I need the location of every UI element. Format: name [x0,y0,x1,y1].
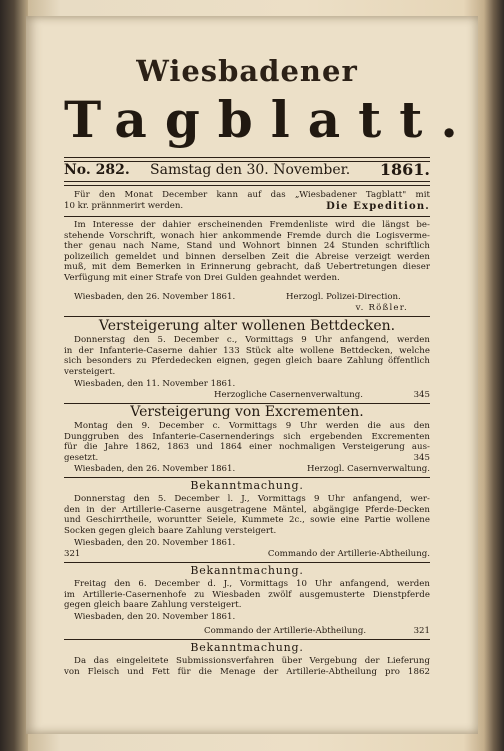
notice-line: ther genau nach Name, Stand und Wohnort binnen 24 Stunden schriftlich [64,241,430,252]
expedition-signature: Die Expedition. [326,201,430,212]
announcement-heading: Bekanntmachung. [190,564,304,577]
notice-number: 321 [64,549,81,559]
section-divider [64,216,430,217]
notice-line: gegen gleich baare Zahlung versteigert. [64,600,242,611]
notice-line: im Artillerie-Casernenhofe zu Wiesbaden zwölf ausgemusterte Dienstpferde [64,589,430,600]
notice-line: Donnerstag den 5. December l. J., Vormittags 9 Uhr anfangend, wer- [74,494,430,504]
masthead-title-top: Wiesbadener [136,54,358,88]
notice-line: stehende Vorschrift, wonach hier ankommende Fremde durch die Logisverme- [64,230,430,241]
notice-line: und Geschirrtheile, woruntter Seiele, Kummete 2c., sowie eine Partie wollene [64,515,430,526]
notice-line: Socken gegen gleich baare Zahlung versteigert. [64,525,277,536]
announcement-1-body [64,494,430,536]
notice-line: sich besonders zu Pferdedecken eignen, gegen gleich baare Zahlung öffentlich [64,356,430,367]
notice-line: den in der Artillerie-Caserne ausgetragene Mäntel, abgängige Pferde-Decken [64,504,430,515]
issue-number: No. 282. [64,162,130,178]
police-signer-row [64,303,430,314]
book-gutter [0,0,28,751]
notice-line: Montag den 9. December c. Vormittags 9 Uhr werden die aus den [74,421,430,431]
notice-line: Dunggruben des Infanterie-Casernenderings sich ergebenden Excrementen [64,431,430,442]
notice-line: gesetzt. [64,453,99,463]
announcement-2-signature-row [64,626,430,637]
section-divider [64,316,430,317]
announcement-2-body [64,579,430,611]
notice-line: versteigert. [64,366,116,377]
notice-line: polizeilich gemeldet und binnen derselben Zeit die Abreise verzeigt werden [64,251,430,262]
issue-date: Samstag den 30. November. [150,162,351,178]
section-divider [64,562,430,563]
place-date: Wiesbaden, den 20. November 1861. [74,612,236,622]
artillery-authority: Commando der Artillerie-Abtheilung. [267,549,430,559]
place-date: Wiesbaden, den 11. November 1861. [74,379,236,389]
announcement-3-body [64,656,430,677]
notice-line: für die Jahre 1862, 1863 und 1864 einer nochmaligen Versteigerung aus- [64,442,430,453]
place-date: Wiesbaden, den 26. November 1861. [74,464,236,474]
auction-beds-signature-row [64,390,430,401]
issue-year: 1861. [379,160,430,179]
notice-line: Donnerstag den 5. December c., Vormittags 9 Uhr anfangend, werden [74,335,430,345]
notice-line: von Fleisch und Fett für die Menage der Artillerie-Abtheilung pro 1862 [64,666,430,677]
auction-excrement-body [64,421,430,453]
auction-excrement-signature-row [64,464,430,475]
announcement-2-date-row [64,612,430,623]
section-divider [64,639,430,640]
subscription-signature-row [64,201,430,212]
section-divider [64,477,430,478]
police-notice [64,220,430,284]
announcement-heading: Bekanntmachung. [190,479,304,492]
notice-number: 321 [413,626,430,636]
notice-line: 10 kr. prännmerirt werden. [64,201,184,211]
subscription-notice [64,190,430,201]
dateline [64,161,430,179]
police-authority: Herzogl. Polizei-Direction. [286,292,401,302]
auction-excrement-heading: Versteigerung von Excrementen. [130,404,364,420]
notice-line: Da das eingeleitete Submissionsverfahren über Vergebung der Lieferung [74,656,430,666]
place-date: Wiesbaden, den 26. November 1861. [74,292,236,302]
masthead-bottom-rule [64,181,430,186]
auction-beds-date-row [64,379,430,390]
artillery-authority: Commando der Artillerie-Abtheilung. [204,626,367,636]
casern-authority: Herzogl. Casernverwaltung. [307,464,430,474]
casern-authority: Herzogliche Casernenverwaltung. [214,390,364,400]
notice-line: Freitag den 6. December d. J., Vormittags 10 Uhr anfangend, werden [74,579,430,589]
notice-line: muß, mit dem Bemerken in Erinnerung gebracht, daß Uebertretungen dieser [64,262,430,273]
auction-excrement-tail-row [64,453,430,464]
auction-beds-body [64,335,430,377]
place-date: Wiesbaden, den 20. November 1861. [74,538,236,548]
notice-line: in der Infanterie-Caserne dahier 133 Stück alte wollene Bettdecken, welche [64,345,430,356]
announcement-1-signature-row [64,549,430,560]
notice-number: 345 [413,390,430,400]
police-signer: v. Rößler. [355,303,408,313]
announcement-heading: Bekanntmachung. [190,641,304,654]
notice-line: Verfügung mit einer Strafe von Drei Gulden geahndet werden. [64,272,340,283]
notice-line: Im Interesse der dahier erscheinenden Fremdenliste wird die längst be- [74,220,430,230]
masthead-title-main: Tagblatt. [64,90,476,149]
notice-number: 345 [413,453,430,463]
auction-beds-heading: Versteigerung alter wollenen Bettdecken. [98,318,396,334]
announcement-1-date-row [64,538,430,549]
notice-line: Für den Monat December kann auf das „Wiesbadener Tagblatt" mit [74,190,430,200]
police-signature-row [64,292,430,303]
